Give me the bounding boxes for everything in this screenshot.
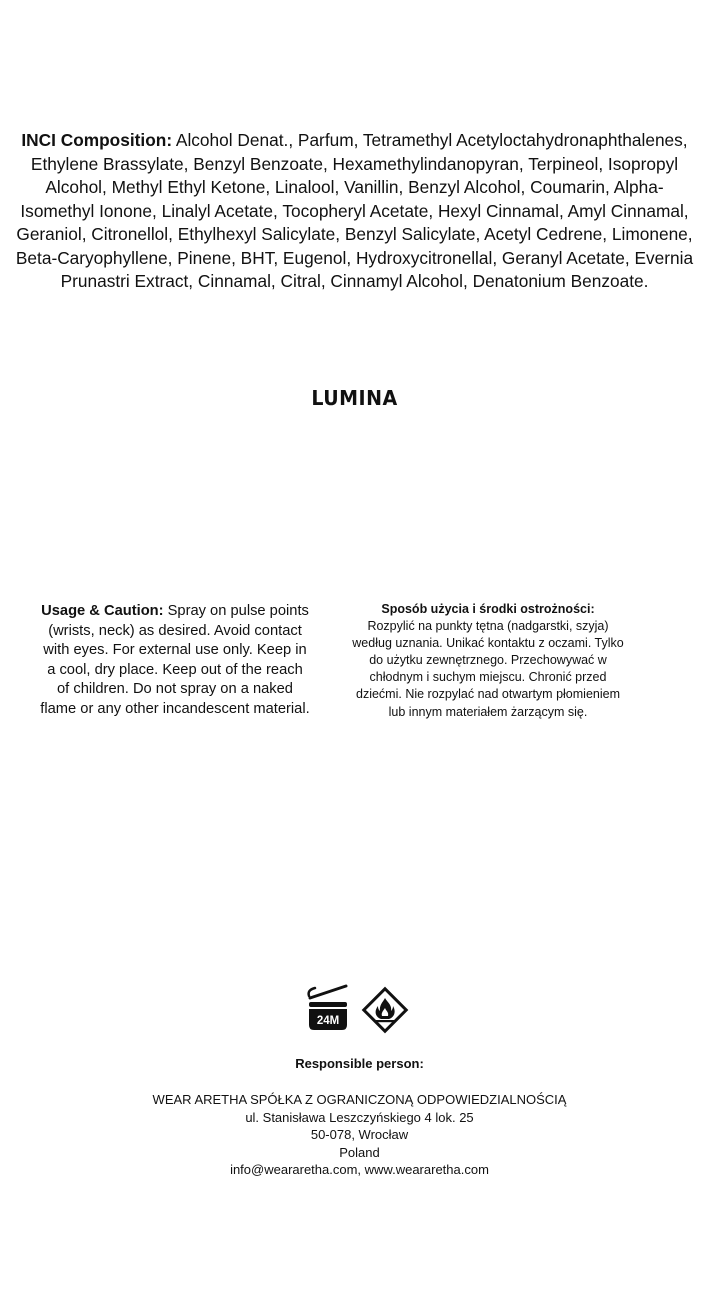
responsible-address [0, 1091, 709, 1179]
open-jar-icon [305, 984, 351, 1032]
responsible-person-title: Responsible person: [295, 1056, 424, 1071]
brand-logo: LUMINA [311, 386, 398, 410]
flammable-icon [361, 986, 409, 1034]
contact-info: info@weararetha.com, www.weararetha.com [230, 1162, 489, 1178]
pao-label: 24M [316, 1015, 340, 1027]
usage-pl-text: Rozpylić na punkty tętna (nadgarstki, szyja) według uznania. Unikać kontaktu z oczami. Tylko do użytku zewnętrznego. Przechowywać w chłodnym i suchym miejscu. Chronić przed dziećmi. Nie rozpylać nad otwartym płomieniem lub innym materiałem żarzącym się. [352, 619, 624, 719]
street-address: ul. Stanisława Leszczyńskiego 4 lok. 25 [245, 1109, 474, 1125]
inci-composition [14, 129, 695, 294]
inci-label: INCI Composition: [21, 130, 173, 150]
safety-symbols [305, 984, 411, 1034]
usage-caution-en [40, 602, 310, 720]
usage-pl-label: Sposób użycia i środki ostrożności: [381, 602, 595, 616]
city-postcode: 50-078, Wrocław [310, 1127, 409, 1143]
usage-en-label: Usage & Caution: [41, 603, 164, 619]
inci-text: Alcohol Denat., Parfum, Tetramethyl Acetyloctahydronaphthalenes, Ethylene Brassylate, Benzyl Benzoate, Hexamethylindanopyran, Terpineol, Isopropyl Alcohol, Methyl Ethyl Ketone, Linalool, Vanillin, Benzyl Alcohol, Coumarin, Alpha-Isomethyl Ionone, Linalyl Acetate, Tocopheryl Acetate, Hexyl Cinnamal, Amyl Cinnamal, Geraniol, Citronellol, Ethylhexyl Salicylate, Benzyl Salicylate, Acetyl Cedrene, Limonene, Beta-Caryophyllene, Pinene, BHT, Eugenol, Hydroxycitronellal, Geranyl Acetate, Evernia Prunastri Extract, Cinnamal, Citral, Cinnamyl Alcohol, Denatonium Benzoate. [15, 130, 694, 291]
usage-en-text: Spray on pulse points (wrists, neck) as desired. Avoid contact with eyes. For external use only. Keep in a cool, dry place. Keep out of the reach of children. Do not spray on a naked flame or any other incandescent material. [40, 603, 310, 717]
country: Poland [339, 1144, 380, 1160]
company-name: WEAR ARETHA SPÓŁKA Z OGRANICZONĄ ODPOWIEDZIALNOŚCIĄ [152, 1092, 567, 1107]
usage-caution-pl [352, 601, 624, 721]
